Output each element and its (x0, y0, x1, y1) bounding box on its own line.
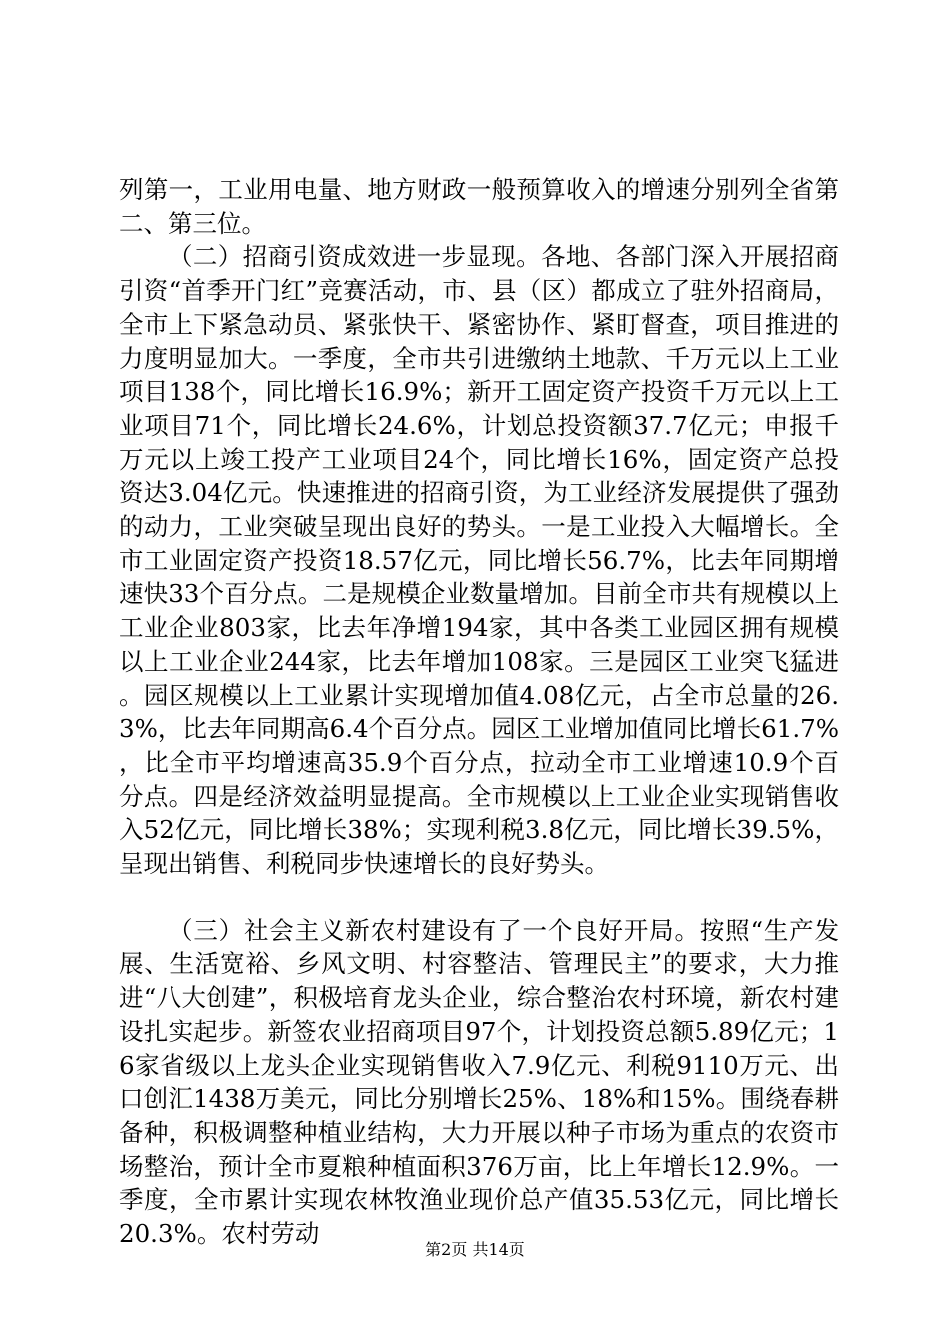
paragraph-investment: （二）招商引资成效进一步显现。各地、各部门深入开展招商引资“首季开门红”竞赛活动，市、县（区）都成立了驻外招商局，全市上下紧急动员、紧张快干、紧密协作、紧盯督查，项目推进的力度明显加大。一季度，全市共引进缴纳土地款、千万元以上工业项目138个，同比增长16.9%；新开工固定资产投资千万元以上工业项目71个，同比增长24.6%，计划总投资额37.7亿元；申报千万元以上竣工投产工业项目24个，同比增长16%，固定资产总投资达3.04亿元。快速推进的招商引资，为工业经济发展提供了强劲的动力，工业突破呈现出良好的势头。一是工业投入大幅增长。全市工业固定资产投资18.57亿元，同比增长56.7%，比去年同期增速快33个百分点。二是规模企业数量增加。目前全市共有规模以上工业企业803家，比去年净增194家，其中各类工业园区拥有规模以上工业企业244家，比去年增加108家。三是园区工业突飞猛进。园区规模以上工业累计实现增加值4.08亿元，占全市总量的26.3%，比去年同期高6.4个百分点。园区工业增加值同比增长61.7%，比全市平均增速高35.9个百分点，拉动全市工业增速10.9个百分点。四是经济效益明显提高。全市规模以上工业企业实现销售收入52亿元，同比增长38%；实现利税3.8亿元，同比增长39.5%，呈现出销售、利税同步快速增长的良好势头。 (119, 242, 839, 879)
document-body (119, 173, 839, 1251)
paragraph-new-countryside: （三）社会主义新农村建设有了一个良好开局。按照“生产发展、生活宽裕、乡风文明、村容整洁、管理民主”的要求，大力推进“八大创建”，积极培育龙头企业，综合整治农村环境，新农村建设扎实起步。新签农业招商项目97个，计划投资总额5.89亿元；16家省级以上龙头企业实现销售收入7.9亿元、利税9110万元、出口创汇1438万美元，同比分别增长25%、18%和15%。围绕春耕备种，积极调整种植业结构，大力开展以种子市场为重点的农资市场整治，预计全市夏粮种植面积376万亩，比上年增长12.9%。一季度，全市累计实现农林牧渔业现价总产值35.53亿元，同比增长20.3%。农村劳动 (119, 915, 839, 1249)
paragraph-spacer (119, 881, 839, 914)
paragraph-continuation: 列第一，工业用电量、地方财政一般预算收入的增速分别列全省第二、第三位。 (119, 175, 839, 238)
page-number-footer: 第2页 共14页 (425, 1240, 525, 1259)
